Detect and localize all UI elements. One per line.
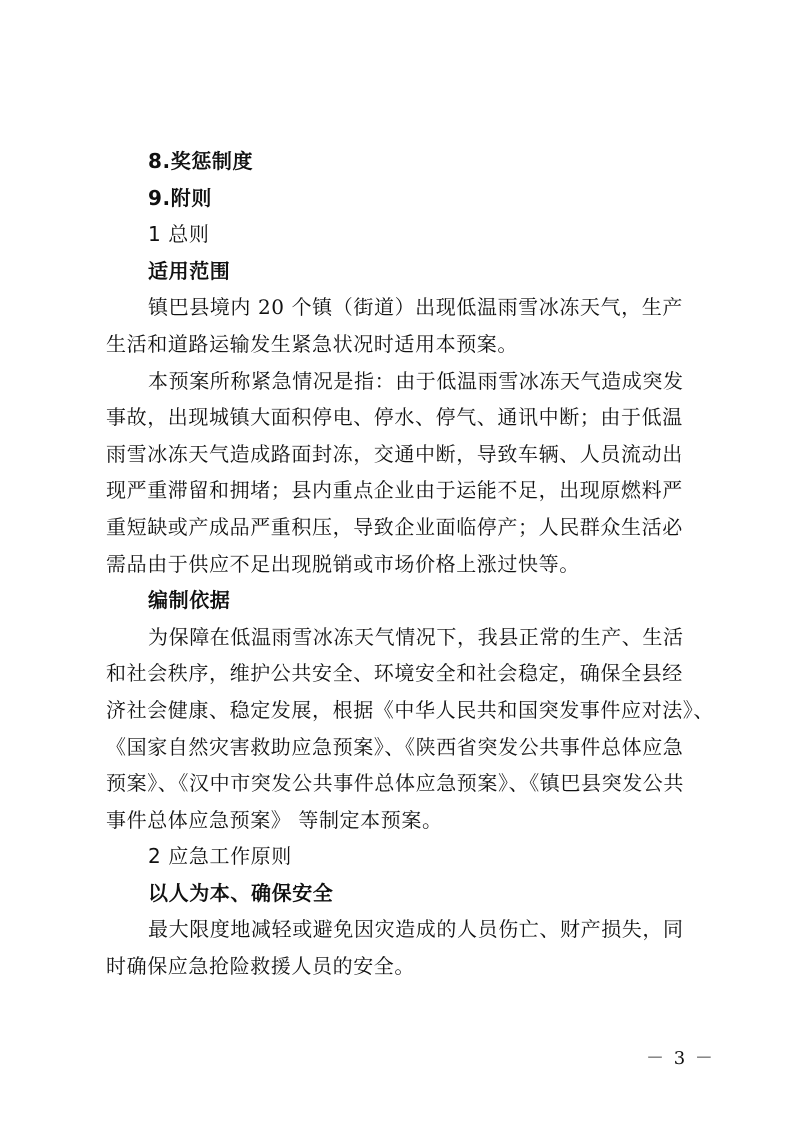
paragraph-line: 现严重滞留和拥堵；县内重点企业由于运能不足，出现原燃料严 <box>106 478 683 503</box>
page-number: － 3 － <box>646 1048 715 1069</box>
paragraph-line: 镇巴县境内 20 个镇（街道）出现低温雨雪冰冻天气，生产 <box>148 295 683 320</box>
paragraph-line: 事件总体应急预案》 等制定本预案。 <box>106 807 443 832</box>
paragraph-line: 预案》、《汉中市突发公共事件总体应急预案》、《镇巴县突发公共 <box>106 771 684 796</box>
paragraph-line: 需品由于供应不足出现脱销或市场价格上涨过快等。 <box>106 551 580 576</box>
heading-rewards-penalties: 8.奖惩制度 <box>148 149 254 173</box>
section-general-principles: 1 总则 <box>148 222 210 247</box>
heading-people-first: 以人为本、确保安全 <box>148 880 334 905</box>
heading-supplementary: 9.附则 <box>148 185 212 210</box>
page-content <box>106 143 714 985</box>
paragraph-line: 济社会健康、稳定发展，根据《中华人民共和国突发事件应对法》、 <box>106 697 714 722</box>
paragraph-line: 《国家自然灾害救助应急预案》、《陕西省突发公共事件总体应急 <box>106 734 684 759</box>
paragraph-line: 本预案所称紧急情况是指：由于低温雨雪冰冻天气造成突发 <box>148 368 684 393</box>
paragraph-line: 时确保应急抢险救援人员的安全。 <box>106 954 415 979</box>
paragraph-line: 和社会秩序，维护公共安全、环境安全和社会稳定，确保全县经 <box>106 661 683 686</box>
paragraph-line: 生活和道路运输发生紧急状况时适用本预案。 <box>106 331 518 356</box>
heading-basis: 编制依据 <box>148 588 231 613</box>
paragraph-line: 雨雪冰冻天气造成路面封冻，交通中断，导致车辆、人员流动出 <box>106 441 683 466</box>
paragraph-line: 最大限度地减轻或避免因灾造成的人员伤亡、财产损失，同 <box>148 917 684 942</box>
heading-scope: 适用范围 <box>148 258 231 283</box>
paragraph-line: 事故，出现城镇大面积停电、停水、停气、通讯中断；由于低温 <box>106 405 683 430</box>
paragraph-line: 为保障在低温雨雪冰冻天气情况下，我县正常的生产、生活 <box>148 624 684 649</box>
section-emergency-principles: 2 应急工作原则 <box>148 844 292 869</box>
paragraph-line: 重短缺或产成品严重积压，导致企业面临停产；人民群众生活必 <box>106 514 683 539</box>
